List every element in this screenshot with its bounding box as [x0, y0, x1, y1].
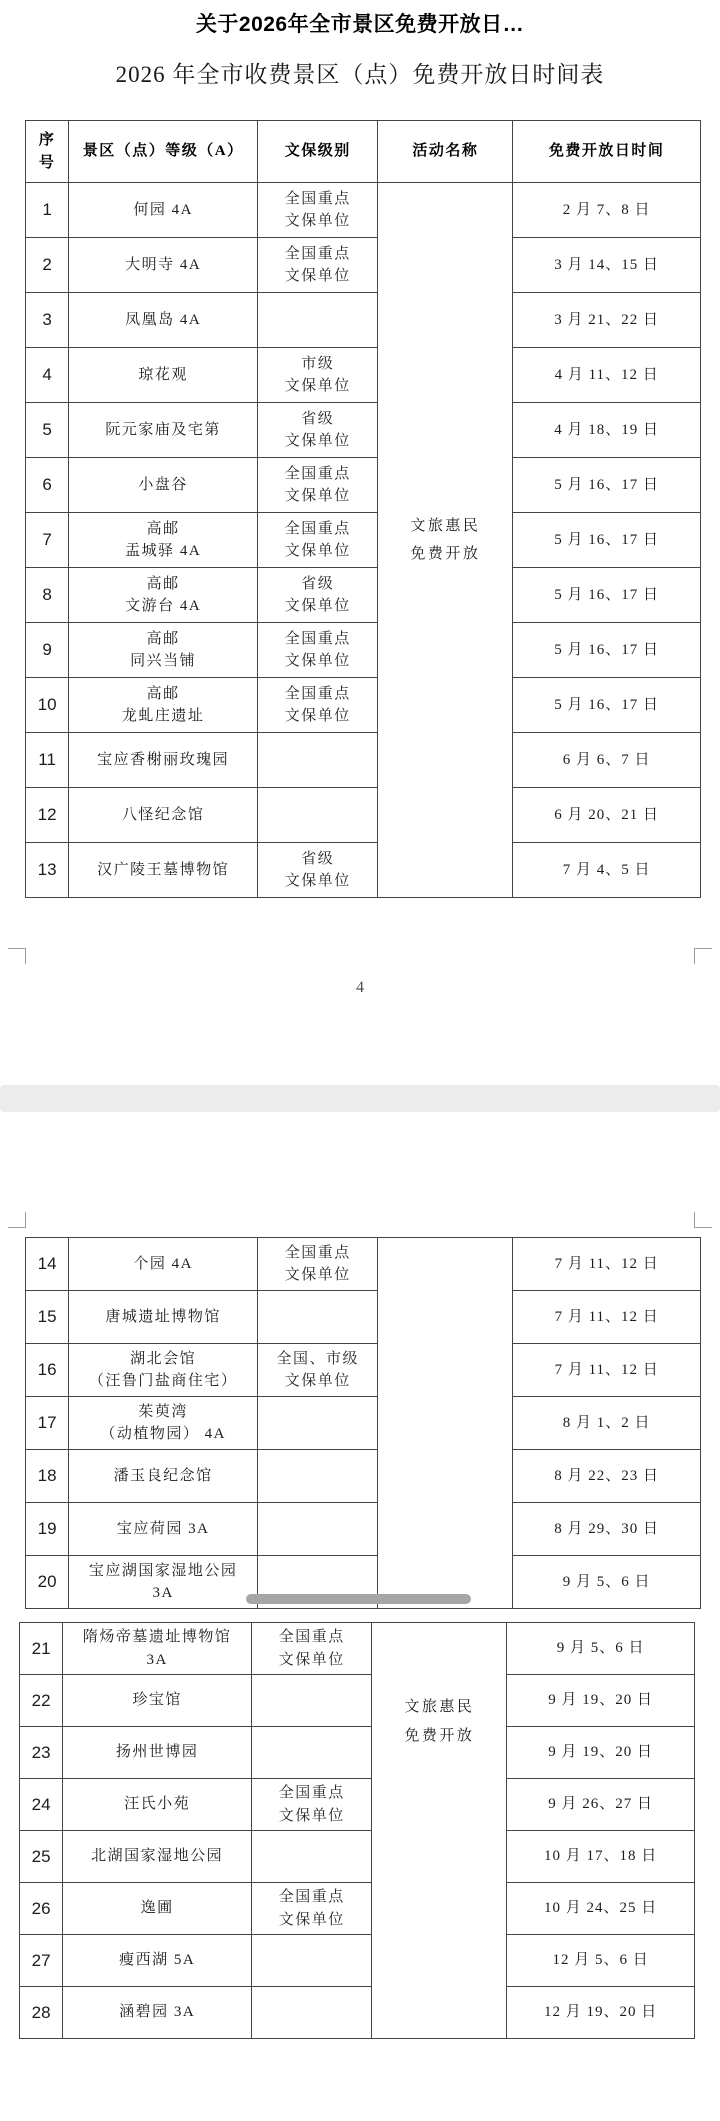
row-index-cell: 15 — [26, 1291, 69, 1344]
schedule-table-segment — [25, 1237, 701, 1609]
spot-name-cell — [69, 623, 258, 678]
margin-corner-mark-bottom-right — [694, 948, 712, 964]
table-row — [26, 183, 701, 238]
protection-level-cell — [258, 348, 378, 403]
cell-text-line: 凤凰岛 4A — [125, 311, 202, 328]
spot-name-cell — [63, 1623, 252, 1675]
cell-text-line: 龙虬庄遗址 — [121, 708, 205, 724]
cell-text-line: 高邮 — [146, 520, 180, 537]
cell-text-line: 琼花观 — [138, 366, 188, 383]
row-index-cell: 16 — [26, 1344, 69, 1397]
row-index-cell: 1 — [26, 183, 69, 238]
table-row — [20, 1883, 695, 1935]
table-row — [26, 733, 701, 788]
cell-text-line: 文旅惠民 — [410, 517, 481, 534]
open-date-cell: 7 月 4、5 日 — [513, 843, 701, 898]
cell-text-line: 序 — [38, 132, 56, 148]
spot-name-cell — [69, 1450, 258, 1503]
open-date-cell: 7 月 11、12 日 — [513, 1344, 701, 1397]
protection-level-cell — [252, 1935, 372, 1987]
open-date-cell: 12 月 19、20 日 — [507, 1987, 695, 2039]
cell-text-line: 文保单位 — [278, 1807, 345, 1824]
protection-level-cell — [258, 403, 378, 458]
cell-text-line: 全国重点 — [278, 1629, 345, 1645]
row-index-cell: 13 — [26, 843, 69, 898]
cell-text-line: 全国重点 — [284, 465, 351, 482]
cell-text-line: （汪鲁门盐商住宅） — [88, 1373, 238, 1389]
margin-corner-mark-top-left — [8, 1212, 26, 1228]
table-row — [26, 1397, 701, 1450]
margin-corner-mark-bottom-left — [8, 948, 26, 964]
row-index-cell: 22 — [20, 1675, 63, 1727]
row-index-cell: 4 — [26, 348, 69, 403]
row-index-cell: 24 — [20, 1779, 63, 1831]
protection-level-cell — [258, 1503, 378, 1556]
cell-text-line: 文保单位 — [284, 543, 351, 559]
row-index-cell: 28 — [20, 1987, 63, 2039]
spot-name-cell — [69, 513, 258, 568]
open-date-cell: 9 月 19、20 日 — [507, 1727, 695, 1779]
open-date-cell: 3 月 14、15 日 — [513, 238, 701, 293]
table-row — [20, 1831, 695, 1883]
margin-corner-mark-top-right — [694, 1212, 712, 1228]
cell-text-line: 全国重点 — [284, 245, 351, 262]
table-row — [20, 1623, 695, 1675]
spot-name-cell — [69, 568, 258, 623]
open-date-cell: 8 月 29、30 日 — [513, 1503, 701, 1556]
header-index — [26, 121, 69, 183]
table-row — [26, 678, 701, 733]
open-date-cell: 5 月 16、17 日 — [513, 623, 701, 678]
cell-text-line: 阮元家庙及宅第 — [105, 421, 221, 438]
cell-text-line: 高邮 — [146, 630, 180, 647]
cell-text-line: 全国重点 — [284, 520, 351, 537]
spot-name-cell — [69, 1503, 258, 1556]
cell-text-line: 高邮 — [146, 685, 180, 702]
document-page-1 — [0, 46, 720, 1085]
page-separator-band — [0, 1085, 720, 1112]
table-header-row — [26, 121, 701, 183]
cell-text-line: 宝应香榭丽玫瑰园 — [97, 751, 230, 768]
cell-text-line: 扬州世博园 — [115, 1744, 199, 1761]
row-index-cell: 6 — [26, 458, 69, 513]
protection-level-cell — [258, 843, 378, 898]
cell-text-line: 省级 — [301, 850, 335, 867]
table-row — [26, 1450, 701, 1503]
cell-text-line: 文保单位 — [284, 708, 351, 724]
protection-level-cell — [252, 1623, 372, 1675]
protection-level-cell — [258, 623, 378, 678]
spot-name-cell — [63, 1675, 252, 1727]
cell-text-line: 汉广陵王墓博物馆 — [97, 861, 230, 878]
table-row — [26, 458, 701, 513]
cell-text-line: 逸圃 — [140, 1900, 174, 1917]
cell-text-line: 唐城遗址博物馆 — [105, 1308, 221, 1325]
cell-text-line: 隋炀帝墓遗址博物馆 — [82, 1629, 232, 1645]
protection-level-cell — [258, 183, 378, 238]
header-activity-name: 活动名称 — [378, 121, 513, 183]
spot-name-cell — [69, 1397, 258, 1450]
protection-level-cell — [258, 458, 378, 513]
cell-text-line: 省级 — [301, 575, 335, 592]
spot-name-cell — [69, 293, 258, 348]
spot-name-cell — [69, 348, 258, 403]
spot-name-cell — [69, 183, 258, 238]
cell-text-line: 珍宝馆 — [132, 1692, 182, 1709]
cell-text-line: 文保单位 — [284, 213, 351, 229]
header-spot-name: 景区（点）等级（A） — [69, 121, 258, 183]
spot-name-cell — [69, 1344, 258, 1397]
row-index-cell: 7 — [26, 513, 69, 568]
spot-name-cell — [69, 403, 258, 458]
app-title-bar — [0, 0, 720, 46]
cell-text-line: 文保单位 — [284, 598, 351, 614]
table-row — [26, 1503, 701, 1556]
cell-text-line: 汪氏小苑 — [124, 1796, 191, 1813]
row-index-cell: 17 — [26, 1397, 69, 1450]
activity-name-cell — [372, 1623, 507, 2039]
table-row — [26, 788, 701, 843]
table-row — [20, 1727, 695, 1779]
cell-text-line: 省级 — [301, 410, 335, 427]
cell-text-line: 文保单位 — [284, 378, 351, 394]
table-row — [26, 623, 701, 678]
protection-level-cell — [258, 733, 378, 788]
open-date-cell: 9 月 5、6 日 — [507, 1623, 695, 1675]
table-row — [26, 238, 701, 293]
row-index-cell: 25 — [20, 1831, 63, 1883]
header-open-date: 免费开放日时间 — [513, 121, 701, 183]
app-title: 关于2026年全市景区免费开放日… — [195, 13, 525, 36]
spot-name-cell — [63, 1935, 252, 1987]
table-row — [26, 1344, 701, 1397]
open-date-cell: 6 月 6、7 日 — [513, 733, 701, 788]
cell-text-line: 3A — [146, 1651, 168, 1668]
protection-level-cell — [258, 513, 378, 568]
open-date-cell: 10 月 17、18 日 — [507, 1831, 695, 1883]
protection-level-cell — [258, 678, 378, 733]
cell-text-line: 全国重点 — [284, 630, 351, 647]
cell-text-line: 文保单位 — [284, 488, 351, 504]
row-index-cell: 14 — [26, 1238, 69, 1291]
table-row — [26, 403, 701, 458]
cell-text-line: 同兴当铺 — [130, 653, 197, 669]
protection-level-cell — [252, 1675, 372, 1727]
row-index-cell: 21 — [20, 1623, 63, 1675]
row-index-cell: 2 — [26, 238, 69, 293]
open-date-cell: 2 月 7、8 日 — [513, 183, 701, 238]
cell-text-line: 免费开放 — [404, 1727, 475, 1744]
protection-level-cell — [258, 1344, 378, 1397]
row-index-cell: 10 — [26, 678, 69, 733]
spot-name-cell — [69, 458, 258, 513]
cell-text-line: 盂城驿 4A — [125, 543, 202, 559]
row-index-cell: 19 — [26, 1503, 69, 1556]
protection-level-cell — [252, 1831, 372, 1883]
schedule-table-page2-upper — [25, 1237, 701, 1609]
open-date-cell: 7 月 11、12 日 — [513, 1238, 701, 1291]
table-row — [20, 1987, 695, 2039]
open-date-cell: 5 月 16、17 日 — [513, 568, 701, 623]
row-index-cell: 3 — [26, 293, 69, 348]
cell-text-line: 湖北会馆 — [130, 1350, 197, 1367]
row-index-cell: 26 — [20, 1883, 63, 1935]
cell-text-line: 免费开放 — [410, 546, 481, 562]
table-row — [26, 568, 701, 623]
protection-level-cell — [258, 1397, 378, 1450]
cell-text-line: 全国、市级 — [276, 1350, 360, 1367]
activity-name-cell — [378, 183, 513, 898]
open-date-cell: 12 月 5、6 日 — [507, 1935, 695, 1987]
row-index-cell: 27 — [20, 1935, 63, 1987]
protection-level-cell — [258, 788, 378, 843]
header-protection-level: 文保级别 — [258, 121, 378, 183]
table-row — [26, 1291, 701, 1344]
spot-name-cell — [69, 843, 258, 898]
cell-text-line: 宝应荷园 3A — [116, 1520, 210, 1537]
open-date-cell: 9 月 26、27 日 — [507, 1779, 695, 1831]
spot-name-cell — [63, 1883, 252, 1935]
row-index-cell: 18 — [26, 1450, 69, 1503]
schedule-table-page1 — [25, 120, 701, 898]
cell-text-line: 文保单位 — [278, 1911, 345, 1928]
cell-text-line: 北湖国家湿地公园 — [91, 1848, 224, 1865]
cell-text-line: 文保单位 — [284, 433, 351, 449]
cell-text-line: 何园 4A — [133, 201, 193, 218]
cell-text-line: 全国重点 — [284, 190, 351, 207]
spot-name-cell — [69, 238, 258, 293]
protection-level-cell — [252, 1987, 372, 2039]
cell-text-line: 高邮 — [146, 575, 180, 592]
row-index-cell: 8 — [26, 568, 69, 623]
spot-name-cell — [69, 1291, 258, 1344]
protection-level-cell — [258, 1238, 378, 1291]
spot-name-cell — [69, 1556, 258, 1609]
protection-level-cell — [258, 293, 378, 348]
protection-level-cell — [252, 1883, 372, 1935]
row-index-cell: 23 — [20, 1727, 63, 1779]
table-row — [26, 513, 701, 568]
document-page-2 — [0, 1112, 720, 2121]
open-date-cell: 5 月 16、17 日 — [513, 458, 701, 513]
open-date-cell: 4 月 18、19 日 — [513, 403, 701, 458]
table-row — [26, 843, 701, 898]
table-row — [26, 348, 701, 403]
document-title: 2026 年全市收费景区（点）免费开放日时间表 — [115, 62, 605, 87]
open-date-cell: 8 月 1、2 日 — [513, 1397, 701, 1450]
row-index-cell: 12 — [26, 788, 69, 843]
row-index-cell: 5 — [26, 403, 69, 458]
table-row — [26, 1238, 701, 1291]
protection-level-cell — [252, 1779, 372, 1831]
cell-text-line: 文保单位 — [284, 653, 351, 669]
cell-text-line: 潘玉良纪念馆 — [113, 1467, 213, 1484]
protection-level-cell — [258, 568, 378, 623]
spot-name-cell — [69, 1238, 258, 1291]
cell-text-line: 3A — [152, 1585, 174, 1601]
open-date-cell: 5 月 16、17 日 — [513, 513, 701, 568]
spot-name-cell — [63, 1727, 252, 1779]
schedule-table-segment — [19, 1622, 695, 2039]
cell-text-line: 文保单位 — [284, 1373, 351, 1389]
row-index-cell: 11 — [26, 733, 69, 788]
table-row — [20, 1935, 695, 1987]
cell-text-line: 八怪纪念馆 — [121, 806, 205, 823]
spot-name-cell — [69, 788, 258, 843]
protection-level-cell — [258, 1291, 378, 1344]
cell-text-line: 文保单位 — [284, 268, 351, 284]
open-date-cell: 8 月 22、23 日 — [513, 1450, 701, 1503]
open-date-cell: 3 月 21、22 日 — [513, 293, 701, 348]
cell-text-line: （动植物园） 4A — [100, 1426, 226, 1442]
cell-text-line: 文保单位 — [284, 873, 351, 889]
open-date-cell: 7 月 11、12 日 — [513, 1291, 701, 1344]
open-date-cell: 6 月 20、21 日 — [513, 788, 701, 843]
open-date-cell: 9 月 5、6 日 — [513, 1556, 701, 1609]
open-date-cell: 9 月 19、20 日 — [507, 1675, 695, 1727]
spot-name-cell — [63, 1987, 252, 2039]
table-row — [20, 1779, 695, 1831]
spot-name-cell — [69, 678, 258, 733]
cell-text-line: 文保单位 — [284, 1267, 351, 1283]
open-date-cell: 4 月 11、12 日 — [513, 348, 701, 403]
cell-text-line: 市级 — [301, 355, 335, 372]
schedule-table-segment — [25, 120, 701, 898]
protection-level-cell — [258, 238, 378, 293]
cell-text-line: 瘦西湖 5A — [119, 1952, 196, 1969]
cell-text-line: 小盘谷 — [138, 476, 188, 493]
table-row — [26, 293, 701, 348]
spot-name-cell — [63, 1831, 252, 1883]
scroll-indicator-bar[interactable] — [246, 1594, 471, 1604]
protection-level-cell — [252, 1727, 372, 1779]
cell-text-line: 文旅惠民 — [404, 1699, 475, 1715]
cell-text-line: 个园 4A — [133, 1255, 193, 1272]
cell-text-line: 宝应湖国家湿地公园 — [88, 1562, 238, 1579]
cell-text-line: 涵碧园 3A — [119, 2004, 196, 2021]
spot-name-cell — [63, 1779, 252, 1831]
cell-text-line: 茱萸湾 — [138, 1403, 188, 1420]
cell-text-line: 号 — [38, 154, 56, 171]
row-index-cell: 9 — [26, 623, 69, 678]
table-row — [20, 1675, 695, 1727]
protection-level-cell — [258, 1450, 378, 1503]
cell-text-line: 全国重点 — [284, 1244, 351, 1261]
page-number: 4 — [356, 979, 364, 996]
open-date-cell: 10 月 24、25 日 — [507, 1883, 695, 1935]
open-date-cell: 5 月 16、17 日 — [513, 678, 701, 733]
cell-text-line: 全国重点 — [278, 1785, 345, 1801]
schedule-table-page2-lower — [19, 1622, 695, 2039]
cell-text-line: 文保单位 — [278, 1651, 345, 1668]
activity-name-cell — [378, 1238, 513, 1609]
cell-text-line: 全国重点 — [284, 685, 351, 702]
cell-text-line: 大明寺 4A — [125, 256, 202, 273]
row-index-cell: 20 — [26, 1556, 69, 1609]
cell-text-line: 文游台 4A — [125, 598, 202, 614]
cell-text-line: 全国重点 — [278, 1889, 345, 1905]
spot-name-cell — [69, 733, 258, 788]
